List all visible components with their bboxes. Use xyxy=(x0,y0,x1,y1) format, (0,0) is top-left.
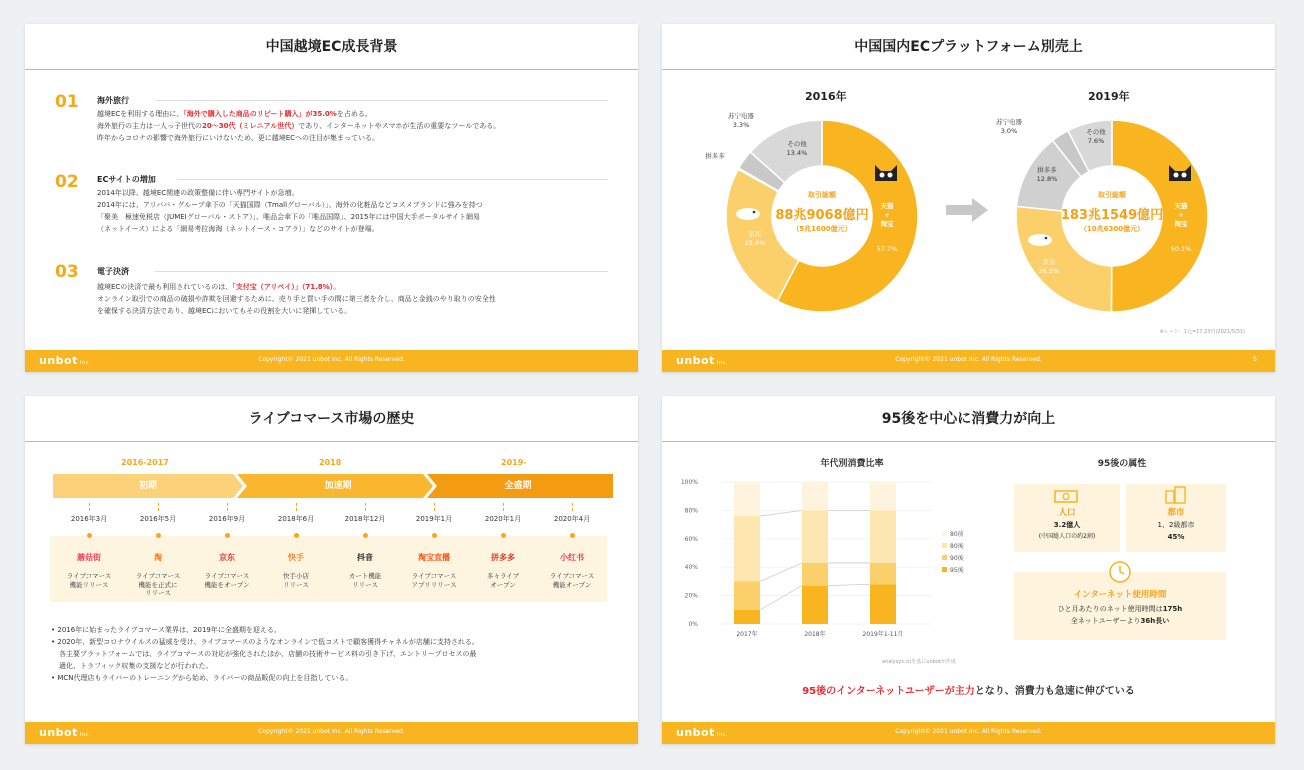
slide-ec-background xyxy=(25,24,638,372)
event-date: 2018年6月 xyxy=(277,515,315,523)
event-dot xyxy=(432,533,437,538)
unbot-logo: unbot Inc. xyxy=(39,354,91,367)
phase-label: 全盛期 xyxy=(504,481,532,491)
event-dot xyxy=(225,533,230,538)
slice-label-suning: 苏宁电器 3.0% xyxy=(996,118,1022,135)
copyright: Copyright© 2021 unbot Inc. All Rights Reserved. xyxy=(258,728,405,735)
event-desc: 快手小店 リリース xyxy=(283,572,309,589)
event-dot xyxy=(570,533,575,538)
bar-segment xyxy=(734,581,760,609)
internet-card xyxy=(1014,572,1226,640)
event-desc: ライブコマース 機能リリース xyxy=(66,572,112,589)
card-title: 都市 xyxy=(1167,508,1185,518)
event-tick xyxy=(296,503,297,511)
slide-footer xyxy=(662,350,1275,372)
connector-line xyxy=(828,584,870,585)
legend-label: 80後 xyxy=(950,543,964,550)
card-value: 1、2級都市 xyxy=(1157,521,1195,529)
slice-label-suning: 苏宁电器 3.3% xyxy=(728,112,754,129)
card-value: 3.2億人 xyxy=(1053,521,1081,529)
event-dot xyxy=(501,533,506,538)
slide-platform-sales xyxy=(662,24,1275,372)
event-date: 2019年1月 xyxy=(415,515,453,523)
event-tick xyxy=(365,503,366,511)
bar-segment xyxy=(734,482,760,516)
divider xyxy=(155,271,608,272)
unbot-logo: unbot Inc. xyxy=(676,726,728,739)
slide-title: 中国越境EC成長背景 xyxy=(25,24,638,70)
clock-icon xyxy=(1108,560,1132,584)
slide-live-commerce-history xyxy=(25,396,638,744)
center-label: 取引総額 xyxy=(1098,191,1126,199)
y-tick-label: 20% xyxy=(684,592,698,600)
arrow-right-icon xyxy=(946,198,990,222)
y-tick-label: 0% xyxy=(688,621,698,628)
population-card xyxy=(1014,484,1120,552)
slice-label-jd: 京东 26.5% xyxy=(1038,258,1060,275)
slice-pct-tmall: 57.7% xyxy=(876,245,898,253)
copyright: Copyright© 2021 unbot Inc. All Rights Reserved. xyxy=(895,356,1042,363)
card-title: 人口 xyxy=(1058,508,1076,518)
event-date: 2016年3月 xyxy=(70,515,108,523)
event-desc: 多々ライブ オープン xyxy=(486,572,520,589)
event-date: 2020年4月 xyxy=(553,515,591,523)
slice-label-tmall: 天猫 + 淘宝 xyxy=(880,202,894,228)
divider xyxy=(177,179,608,180)
legend-swatch xyxy=(942,555,947,560)
legend-label: 90後 xyxy=(950,555,964,562)
event-desc: カート機能 リリース xyxy=(348,572,382,589)
chart-title: 年代別消費比率 xyxy=(820,459,884,469)
slice-pct-tmall: 50.1% xyxy=(1170,245,1192,253)
center-value: 183兆1549億円 xyxy=(1060,208,1164,223)
bar-segment xyxy=(870,482,896,510)
slice-label-other: その他 7.6% xyxy=(1086,128,1106,145)
connector-line xyxy=(760,510,802,516)
slide-footer xyxy=(662,722,1275,744)
unbot-logo: unbot Inc. xyxy=(39,726,91,739)
card-sub: (中国総人口の約2割) xyxy=(1038,533,1096,540)
jd-dog-icon xyxy=(1026,230,1054,248)
y-tick-label: 60% xyxy=(684,535,698,543)
legend-label: 80前 xyxy=(950,531,964,538)
section-heading: ECサイトの増加 xyxy=(97,175,156,184)
brand-logo: 拼多多 xyxy=(491,553,515,562)
slice-label-tmall: 天猫 + 淘宝 xyxy=(1174,202,1188,228)
card-sub: 全ネットユーザーより36h長い xyxy=(1070,617,1170,625)
event-date: 2018年12月 xyxy=(344,515,386,523)
slice-label-pdd: 拼多多 xyxy=(705,152,725,160)
bar-segment xyxy=(802,586,828,624)
event-dot xyxy=(156,533,161,538)
tmall-cat-icon xyxy=(1166,159,1194,187)
tmall-cat-icon xyxy=(872,159,900,187)
brand-logo: 淘宝直播 xyxy=(418,553,450,562)
divider xyxy=(155,100,608,101)
building-icon xyxy=(1163,486,1189,504)
center-label: 取引総額 xyxy=(808,191,836,199)
phase-label: 初期 xyxy=(138,481,157,491)
year-label-2016: 2016年 xyxy=(805,90,847,103)
brand-logo: 小红书 xyxy=(560,553,584,562)
event-tick xyxy=(158,503,159,511)
y-tick-label: 80% xyxy=(684,507,698,515)
brand-logo: 快手 xyxy=(288,553,304,562)
section-text: 越境ECの決済で最も利用されているのは、「支付宝（アリペイ）」（71.8%）。 オンライン取引での商品の破損や詐欺を回避するために、売り手と買い手の間に第三者を介し、商品と金銭のやり取りの安全性 を確保する決済方法であり、越境ECにおいてもその役割を大いに発揮している。 xyxy=(97,283,496,315)
event-desc: ライブコマース 機能を正式に リリース xyxy=(135,572,181,597)
slide-title: 中国国内ECプラットフォーム別売上 xyxy=(662,24,1275,70)
slide-title: ライブコマース市場の歴史 xyxy=(25,396,638,442)
exchange-rate-note: ※レート：1元=17.23円(2021/5/31) xyxy=(1159,329,1245,335)
bar-segment xyxy=(734,516,760,581)
slice-label-pdd: 拼多多 12.8% xyxy=(1036,166,1058,183)
unbot-logo: unbot Inc. xyxy=(676,354,728,367)
x-tick-label: 2018年 xyxy=(804,631,826,638)
center-sub: （10兆6300億元） xyxy=(1079,225,1145,233)
event-dot xyxy=(363,533,368,538)
bar-segment xyxy=(802,482,828,510)
y-tick-label: 100% xyxy=(680,479,698,486)
section-number: 01 xyxy=(55,92,79,112)
conclusion: 95後のインターネットユーザーが主力となり、消費力も急速に伸びている xyxy=(802,686,1135,697)
copyright: Copyright© 2021 unbot Inc. All Rights Reserved. xyxy=(895,728,1042,735)
event-desc: ライブコマース 機能をオープン xyxy=(204,572,250,589)
section-number: 03 xyxy=(55,262,79,282)
x-tick-label: 2017年 xyxy=(736,631,758,638)
event-tick xyxy=(503,503,504,511)
slide-95s-consumption xyxy=(662,396,1275,744)
connector-line xyxy=(760,586,802,610)
brand-logo: 抖音 xyxy=(357,553,373,562)
legend-label: 95後 xyxy=(950,567,964,574)
brand-logo: 蘑菇街 xyxy=(77,553,101,562)
slide-footer xyxy=(25,722,638,744)
legend-swatch xyxy=(942,543,947,548)
legend-swatch xyxy=(942,531,947,536)
bullet-list: • 2016年に始まったライブコマース業界は、2019年に全盛期を迎える。 • 2020年、新型コロナウイルスの猛威を受け、ライブコマースのようなオンラインで低コストで顧客獲得チャネルが店舗に支持される。 各主要プラットフォームでは、ライブコマースの対応が強化されたほか、店舗の技術サービス料の引き下げ、エントリープロセスの最 適化、トラフィック収集の支援などが行われた。 • MCN代理店もライバーのトレーニングから始め、ライバーの商品販促の向上を目指している。 xyxy=(51,626,479,682)
event-tick xyxy=(572,503,573,511)
phase-year: 2016-2017 xyxy=(121,458,169,467)
source-note: analysys.cnを基にunbotが作成 xyxy=(882,659,956,665)
brand-logo: 京东 xyxy=(219,553,235,562)
phase-label: 加速期 xyxy=(324,481,352,491)
event-dot xyxy=(87,533,92,538)
slice-label-jd: 京东 25.4% xyxy=(744,230,766,247)
y-tick-label: 40% xyxy=(684,564,698,572)
card-title: インターネット使用時間 xyxy=(1073,590,1167,600)
legend-swatch xyxy=(942,567,947,572)
brand-logo: 淘 xyxy=(154,553,162,562)
section-text: 2014年以降、越境EC関連の政策整備に伴い専門サイトが急増。 2014年には、アリババ・グループ傘下の「天猫国際（Tmallグローバル）」、海外の化粧品などコスメブランドに強みを持つ 「聚美 極速免税店（JUMEIグローバル・ストア）」、唯品会傘下の「唯品国際」、2015年には中国大手ポータルサイト網易 （ネットイース）による「網易考拉海淘（ネットイース・コアラ）」などのサイトが登場。 xyxy=(97,189,483,233)
event-tick xyxy=(434,503,435,511)
bar-segment xyxy=(802,510,828,563)
stacked-bar-chart xyxy=(672,474,972,654)
event-tick xyxy=(89,503,90,511)
connector-line xyxy=(760,563,802,581)
x-tick-label: 2019年1-11月 xyxy=(862,631,904,638)
city-card xyxy=(1126,484,1226,552)
event-desc: ライブコマース アプリリリース xyxy=(411,572,457,589)
slide-footer xyxy=(25,350,638,372)
event-desc: ライブコマース 機能オープン xyxy=(549,572,595,589)
event-date: 2016年5月 xyxy=(139,515,177,523)
phase-year: 2018 xyxy=(319,458,342,467)
section-heading: 電子決済 xyxy=(97,267,129,276)
section-number: 02 xyxy=(55,172,79,192)
section-text: 越境ECを利用する理由に、「海外で購入した商品のリピート購入」が35.0%を占める。 海外旅行の主力は一人っ子世代の20～30代（ミレニアル世代）であり、インターネットやスマホが生活の重要なツールである。 昨年からコロナの影響で海外旅行にいけないため、更に越境ECへの注目が集まっている。 xyxy=(97,110,501,142)
money-icon xyxy=(1054,488,1080,504)
center-sub: （5兆1600億元） xyxy=(792,225,852,233)
bar-segment xyxy=(870,510,896,563)
year-label-2019: 2019年 xyxy=(1088,90,1130,103)
slice-label-other: その他 13.4% xyxy=(786,140,808,157)
phase-year: 2019- xyxy=(501,458,527,467)
card-value: ひと月あたりのネット使用時間は175h xyxy=(1057,605,1183,613)
jd-dog-icon xyxy=(734,204,762,222)
event-dot xyxy=(294,533,299,538)
card-sub: 45% xyxy=(1167,533,1185,541)
copyright: Copyright© 2021 unbot Inc. All Rights Reserved. xyxy=(258,356,405,363)
bar-segment xyxy=(802,563,828,586)
attr-title: 95後の属性 xyxy=(1097,459,1147,469)
slide-title: 95後を中心に消費力が向上 xyxy=(662,396,1275,442)
event-date: 2016年9月 xyxy=(208,515,246,523)
section-heading: 海外旅行 xyxy=(97,96,129,105)
event-date: 2020年1月 xyxy=(484,515,522,523)
bar-segment xyxy=(870,584,896,624)
center-value: 88兆9068億円 xyxy=(775,208,869,223)
page-number: 5 xyxy=(1253,356,1257,363)
event-tick xyxy=(227,503,228,511)
bar-segment xyxy=(870,563,896,584)
bar-segment xyxy=(734,610,760,624)
